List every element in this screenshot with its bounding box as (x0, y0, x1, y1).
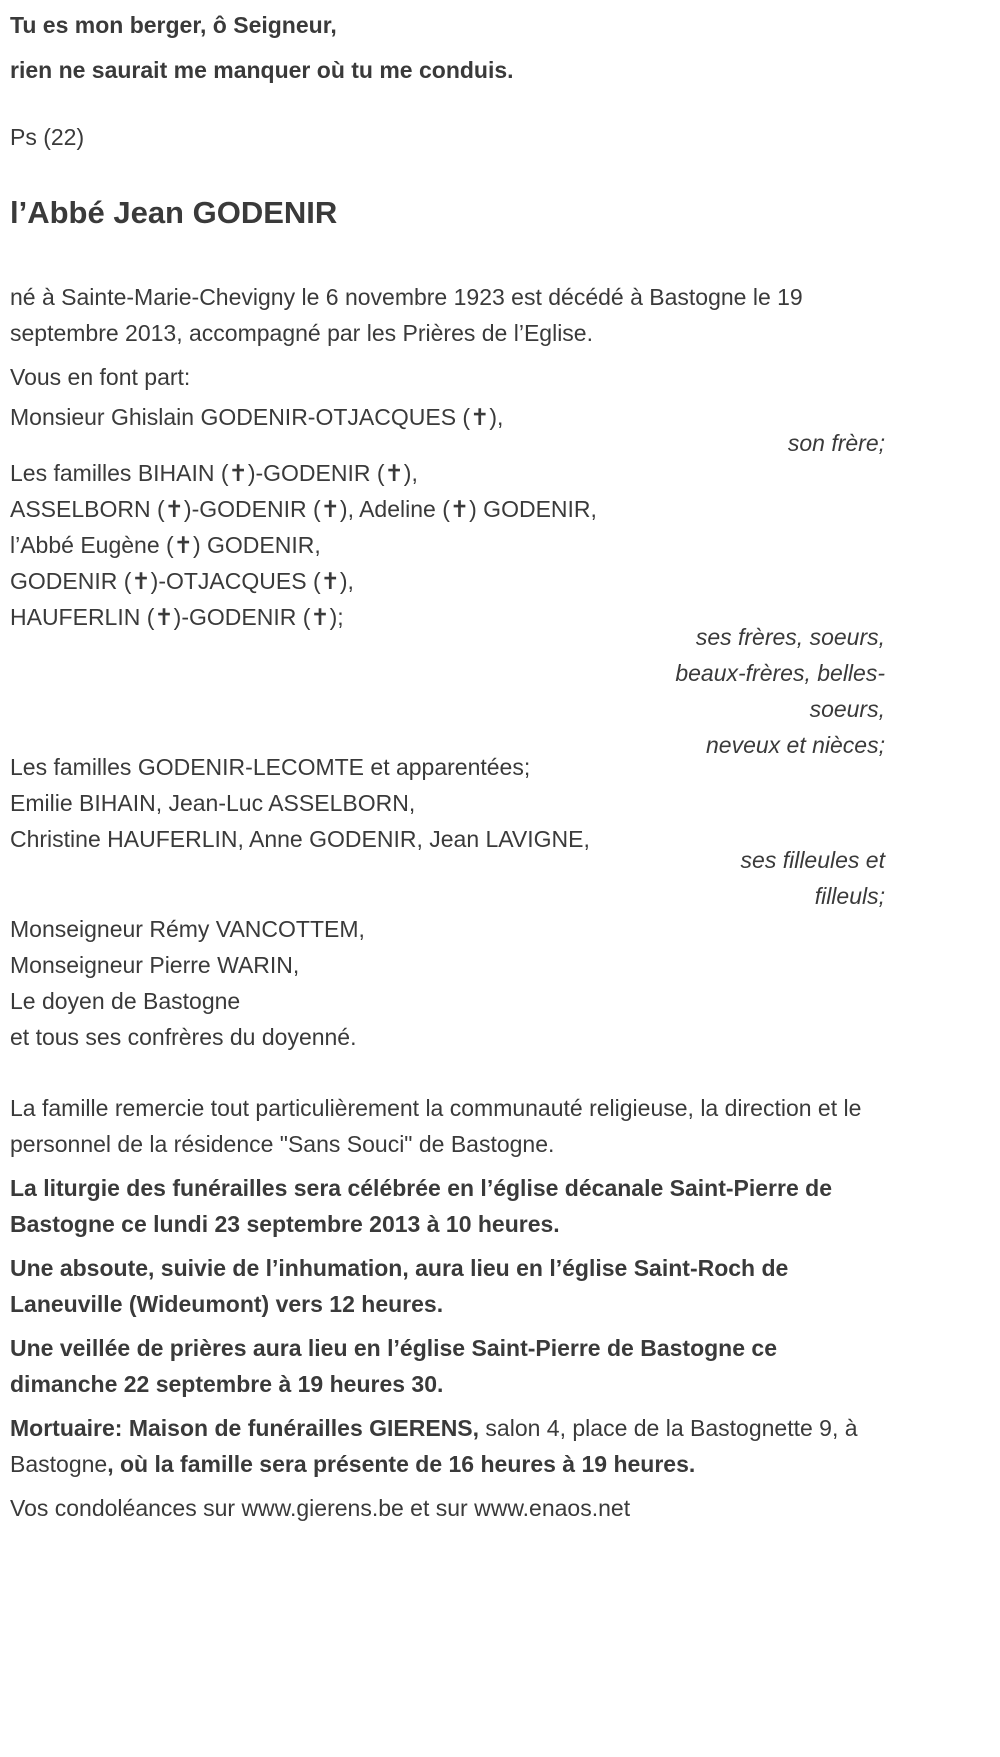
epigraph (10, 10, 885, 152)
psalm-reference: Ps (22) (10, 124, 85, 150)
relation-line: soeurs, (809, 696, 885, 722)
relation-line: neveux et nièces; (705, 732, 885, 758)
deceased-name-title: l’Abbé Jean GODENIR (10, 195, 338, 230)
condolences-connector: et sur (403, 1495, 475, 1521)
mourner-name-line: Monseigneur Rémy VANCOTTEM, (10, 916, 365, 942)
mourner-name-line: HAUFERLIN (✝)-GODENIR (✝); (10, 604, 344, 630)
mourner-name-line: Le doyen de Bastogne (10, 988, 241, 1014)
relation-label-siblings (10, 619, 885, 763)
mortuary-bold-presence: , où la famille sera présente de 16 heures à 19 heures. (107, 1451, 696, 1477)
death-notice-paragraph: né à Sainte-Marie-Chevigny le 6 novembre 1923 est décédé à Bastogne le 19 septembre 2013, accompagné par les Prières de l’Eglise. (10, 284, 803, 346)
relation-line: filleuls; (814, 883, 885, 909)
epigraph-line-2: rien ne saurait me manquer où tu me conduis. (10, 57, 514, 83)
relation-line: ses filleules et (740, 847, 885, 873)
epigraph-line-1: Tu es mon berger, ô Seigneur, (10, 12, 337, 38)
condolences-prefix: Vos condoléances sur (10, 1495, 242, 1521)
announcement-lead: Vous en font part: (10, 364, 191, 390)
mourner-name-line: l’Abbé Eugène (✝) GODENIR, (10, 532, 321, 558)
condolences-line (10, 1490, 885, 1526)
mourner-name-line: Les familles GODENIR-LECOMTE et apparentées; (10, 754, 531, 780)
mourner-names-clergy (10, 911, 885, 1055)
mourner-name-line: Monseigneur Pierre WARIN, (10, 952, 300, 978)
prayer-vigil-paragraph: Une veillée de prières aura lieu en l’église Saint-Pierre de Bastogne ce dimanche 22 septembre à 19 heures 30. (10, 1335, 777, 1397)
mourner-name-line: GODENIR (✝)-OTJACQUES (✝), (10, 568, 354, 594)
mourner-name-line: et tous ses confrères du doyenné. (10, 1024, 357, 1050)
mourners-list (10, 399, 885, 1055)
mourner-name-line: Monsieur Ghislain GODENIR-OTJACQUES (✝), (10, 404, 504, 430)
relation-line: beaux-frères, belles- (675, 660, 885, 686)
mourner-name-line: Christine HAUFERLIN, Anne GODENIR, Jean LAVIGNE, (10, 826, 590, 852)
absolution-burial-paragraph: Une absoute, suivie de l’inhumation, aura lieu en l’église Saint-Roch de Laneuville (Wideumont) vers 12 heures. (10, 1255, 789, 1317)
mourner-name-line: Les familles BIHAIN (✝)-GODENIR (✝), (10, 460, 418, 486)
mortuary-address: salon 4, place de la Bastognette 9, à Bastogne (10, 1415, 858, 1477)
condolences-site-gierens: www.gierens.be (241, 1495, 404, 1521)
thanks-paragraph: La famille remercie tout particulièrement la communauté religieuse, la direction et le personnel de la résidence "Sans Souci" de Bastogne. (10, 1095, 862, 1157)
mourner-name-line: ASSELBORN (✝)-GODENIR (✝), Adeline (✝) GODENIR, (10, 496, 597, 522)
mortuary-bold-lead: Mortuaire: Maison de funérailles GIERENS, (10, 1415, 480, 1441)
relation-line: ses frères, soeurs, (695, 624, 885, 650)
funeral-liturgy-paragraph: La liturgie des funérailles sera célébrée en l’église décanale Saint-Pierre de Bastogne ce lundi 23 septembre 2013 à 10 heures. (10, 1175, 832, 1237)
mourner-names-godchildren (10, 749, 885, 857)
mourner-names-siblings (10, 455, 885, 635)
condolences-site-enaos: www.enaos.net (474, 1495, 631, 1521)
mortuary-paragraph (10, 1410, 885, 1482)
relation-line: son frère; (787, 430, 885, 456)
mourner-name-line: Emilie BIHAIN, Jean-Luc ASSELBORN, (10, 790, 416, 816)
